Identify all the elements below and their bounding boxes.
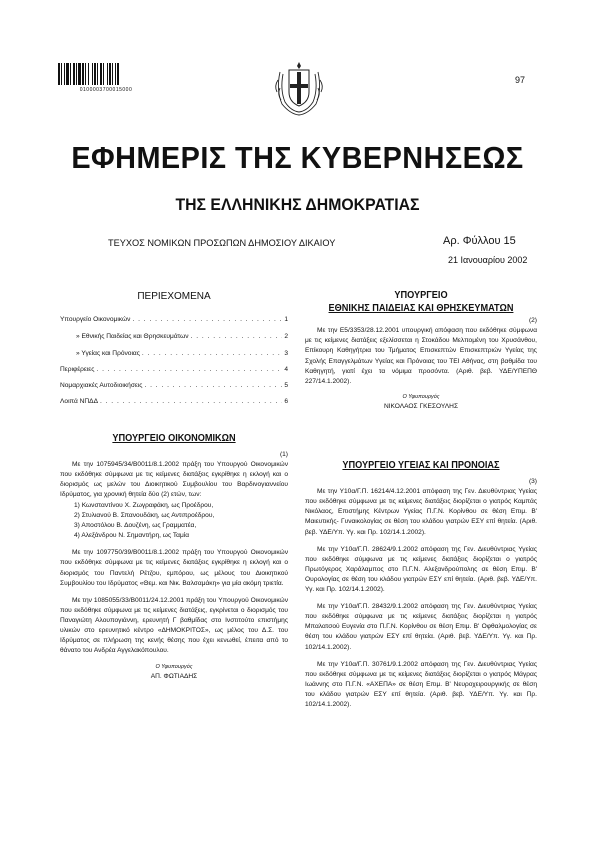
toc-label: Περιφέρειες: [60, 366, 95, 373]
decision-text: Με την Ε5/3353/28.12.2001 υπουργική απόφαση που εκδόθηκε σύμφωνα με τις κείμενες διατάξεις εξελίσσεται η Στοκάδου Μελπομένη του Χρυσάνθου, Επίκουρη Καθηγήτρια του Τμήματος Επισκεπτών Επισκεπτριών Υγείας της Σχολής Επαγγελμάτων Υγείας και Πρόνοιας του ΤΕΙ Αθήνας, στη βαθμίδα του Καθηγητή, γιατί έχει τα νόμιμα προσόντα. (Αριθ. βεβ. ΥΔΕ/ΥΠΕΠΘ 227/14.1.2002).: [305, 327, 537, 385]
signatory-role: Ο Υφυπουργός: [402, 393, 440, 400]
health-section: [305, 461, 537, 710]
toc-page: 1: [284, 316, 288, 323]
education-heading-line1: ΥΠΟΥΡΓΕΙΟ: [394, 290, 448, 301]
list-item: 4) Αλεξάνδρου Ν. Σημαντήρη, ως Ταμία: [74, 532, 190, 540]
toc-row: [60, 382, 288, 389]
toc-row: [60, 398, 288, 405]
barcode-bar: [119, 63, 122, 85]
signatory-name: ΝΙΚΟΛΑΟΣ ΓΚΕΣΟΥΛΗΣ: [383, 402, 459, 410]
page-number: 97: [515, 75, 526, 85]
decision-text: Με την 1085055/33/Β0011/24.12.2001 πράξη του Υπουργού Οικονομικών που εκδόθηκε σύμφωνα με τις κείμενες διατάξεις, εγκρίνεται ο διορισμός του Παναγιώτη Αλουπογιάννη, ερευνητή Γ βαθμίδας στο Ινστιτούτο επιστήμης υλικών στο ερευνητικό κέντρο «ΔΗΜΟΚΡΙΤΟΣ», ως μέλος του Δ.Σ. του Ιδρύματος σε πλήρωση της κενής θέσης που έχει κενωθεί, έπειτα από το θάνατο του Ανδρέα Αγγελακόπουλου.: [60, 596, 288, 655]
signatory-role: Ο Υφυπουργός: [155, 664, 193, 671]
toc-page: 4: [284, 366, 288, 373]
greek-coat-of-arms-icon: [272, 60, 326, 118]
toc-row: [60, 366, 288, 373]
education-section: [305, 291, 537, 412]
toc-label: » Υγείας και Πρόνοιας: [76, 350, 140, 357]
issue-type: ΤΕΥΧΟΣ ΝΟΜΙΚΩΝ ΠΡΟΣΩΠΩΝ ΔΗΜΟΣΙΟΥ ΔΙΚΑΙΟΥ: [108, 238, 336, 248]
toc-label: » Εθνικής Παιδείας και Θρησκευμάτων: [76, 333, 189, 340]
toc-label: Λοιπά ΝΠΔΔ: [60, 398, 98, 405]
decision-number: (1): [279, 451, 288, 459]
toc-heading: ΠΕΡΙΕΧΟΜΕΝΑ: [137, 291, 211, 302]
decision-text: Με την 1075945/34/Β0011/8.1.2002 πράξη του Υπουργού Οικονομικών που εκδόθηκε σύμφωνα με τις κείμενες διατάξεις εγκρίθηκε η εκλογή και ο διορισμός ως μελών του Διοικητικού Συμβουλίου του Βαρδινογιαννείου Ιδρύματος, για χρονική θητεία δύο (2) ετών, των:: [60, 461, 288, 499]
decision-text: Με την Υ10α/Γ.Π. 30761/9.1.2002 απόφαση της Γεν. Διευθύντριας Υγείας που εκδόθηκε σύμφωνα με τις κείμενες διατάξεις διορίζεται ο γιατρός Μάγρας Ιωάννης στο Π.Γ.Ν. «ΑΧΕΠΑ» σε θέση Επιμ. Β' Νευροχειρουργικής σε θέση του κλάδου γιατρών ΕΣΥ επί θητεία. (Αριθ. βεβ. ΥΔΕ/Υπ. Υγ. και Πρ. 102/14.1.2002).: [305, 660, 537, 708]
decision-number: (3): [528, 478, 537, 486]
signatory-name: ΑΠ. ΦΩΤΙΑΔΗΣ: [150, 673, 198, 681]
decision-text: Με την Υ10α/Γ.Π. 16214/4.12.2001 απόφαση της Γεν. Διευθύντριας Υγείας που εκδόθηκε σύμφωνα με τις κείμενες διατάξεις διορίζεται ο γιατρός Καμπάς Νικόλαος, Επιστήμης Κέντρων Υγείας Π.Γ.Ν. Κορίνθου σε θέση Επιμ. Β' Μαιευτικής- Γυναικολογίας σε θέση του κλάδου γιατρών ΕΣΥ επί θητεία. (Αριθ. βεβ. ΥΔΕ/Υπ. Υγ. και Πρ. 102/14.1.2002).: [305, 488, 537, 536]
toc-label: Νομαρχιακές Αυτοδιοικήσεις: [60, 382, 143, 389]
decision-text: Με την 1097750/39/Β0011/8.1.2002 πράξη του Υπουργού Οικονομικών που εκδόθηκε σύμφωνα με τις κείμενες διατάξεις εγκρίθηκε η εκλογή και ο διορισμός του Παντελή Ρέτζου, εμπόρου, ως μέλους του Διοικητικού Συμβουλίου του Ιδρύματος «Θεμ. και Νικ. Βαλσαμάκη» για μία ακόμη τριετία.: [60, 549, 288, 587]
toc-page: 6: [284, 398, 288, 405]
gazette-title: ΕΦΗΜΕΡΙΣ ΤΗΣ ΚΥΒΕΡΝΗΣΕΩΣ: [71, 140, 524, 175]
toc-page: 2: [284, 333, 288, 340]
toc-row: [60, 350, 288, 357]
toc-row: [60, 316, 288, 323]
finance-heading: ΥΠΟΥΡΓΕΙΟ ΟΙΚΟΝΟΜΙΚΩΝ: [112, 433, 236, 444]
barcode-number: 0100003700015000: [79, 87, 133, 93]
gazette-subtitle: ΤΗΣ ΕΛΛΗΝΙΚΗΣ ΔΗΜΟΚΡΑΤΙΑΣ: [175, 195, 420, 214]
toc-row: [60, 333, 288, 340]
list-item: 2) Στυλιανού Β. Σπανουδάκη, ως Αντιπροέδρου,: [74, 511, 215, 519]
finance-section: [60, 434, 288, 683]
toc-page: 5: [284, 382, 288, 389]
toc-label: Υπουργείο Οικονομικών: [60, 316, 131, 323]
decision-text: Με την Υ10α/Γ.Π. 28624/9.1.2002 απόφαση της Γεν. Διευθύντριας Υγείας που εκδόθηκε σύμφωνα με τις κείμενες διατάξεις διορίζεται ο γιατρός Πρωτόγερος Χαράλαμπος στο Π.Γ.Ν. Αλεξανδρούπολης σε θέση Επιμ. Β' Ουρολογίας σε θέση του κλάδου γιατρών ΕΣΥ επί θητεία. (Αριθ. βεβ. ΥΔΕ/Υπ. Υγ. και Πρ. 102/14.1.2002).: [305, 545, 537, 594]
issue-number: Αρ. Φύλλου 15: [443, 235, 516, 247]
decision-text: Με την Υ10α/Γ.Π. 28432/9.1.2002 απόφαση της Γεν. Διευθύντριας Υγείας που εκδόθηκε σύμφωνα με τις κείμενες διατάξεις διορίζεται η γιατρός Μπαλατσού Ευγενία στο Π.Γ.Ν. Κορίνθου σε θέση Επιμ. Β' Οφθαλμολογίας σε θέση του κλάδου γιατρών ΕΣΥ επί θητεία. (Αριθ. βεβ. ΥΔΕ/Υπ. Υγ. και Πρ. 102/14.1.2002).: [305, 603, 537, 651]
barcode: [58, 63, 154, 85]
list-item: 1) Κωνσταντίνου Χ. Ζωγραφάκη, ως Προέδρου,: [74, 501, 214, 509]
issue-date: 21 Ιανουαρίου 2002: [448, 255, 528, 265]
education-heading-line2: ΕΘΝΙΚΗΣ ΠΑΙΔΕΙΑΣ ΚΑΙ ΘΡΗΣΚΕΥΜΑΤΩΝ: [328, 303, 514, 315]
decision-number: (2): [528, 317, 537, 325]
list-item: 3) Αποστόλου Β. Δουζένη, ως Γραμματέα,: [74, 521, 197, 529]
toc-page: 3: [284, 350, 288, 357]
health-heading: ΥΠΟΥΡΓΕΙΟ ΥΓΕΙΑΣ ΚΑΙ ΠΡΟΝΟΙΑΣ: [342, 460, 500, 471]
